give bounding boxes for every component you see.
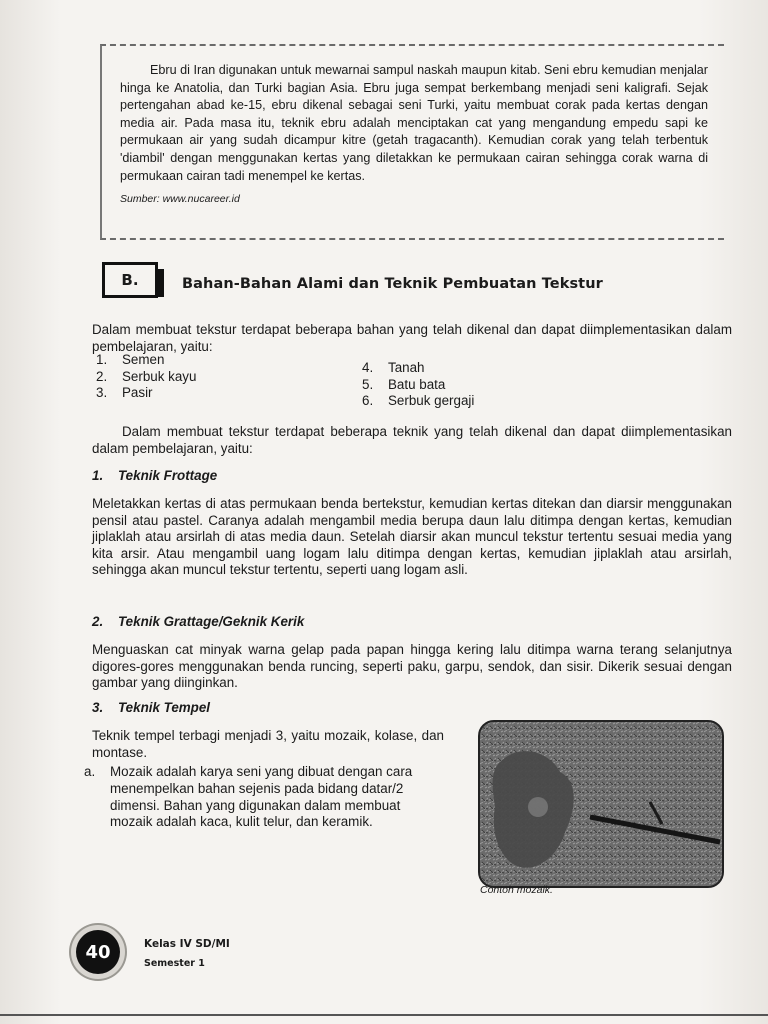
list-item: 2. Serbuk kayu xyxy=(96,368,197,384)
list-item: 1. Semen xyxy=(96,352,165,367)
intro-techniques: Dalam membuat tekstur terdapat beberapa teknik yang telah dikenal dan dapat diimplementasikan dalam pembelajaran, yaitu: xyxy=(92,424,732,456)
item-letter: a. xyxy=(84,764,96,779)
materials-list-right xyxy=(362,360,474,410)
quote-source: Sumber: www.nucareer.id xyxy=(120,193,240,206)
list-item: 4. Tanah xyxy=(362,360,425,375)
technique-1-title: 1. Teknik Frottage xyxy=(92,468,218,483)
materials-list-left xyxy=(96,352,196,402)
list-item: 6. Serbuk gergaji xyxy=(362,393,475,409)
technique-3-title: 3. Teknik Tempel xyxy=(92,700,211,715)
technique-1-text: Meletakkan kertas di atas permukaan benda bertekstur, kemudian kertas ditekan dan diarsir menggunakan pensil atau pastel. Caranya adalah mengambil media berupa daun lalu ditimpa dengan kertas, kemudian jiplaklah atau arsirlah di atas media daun. Setelah diarsir akan muncul tekstur tertentu sesuai media yang kita arsir. Atau mengambil uang logam lalu ditimpa dengan kertas, kemudian jiplaklah atau arsirlah, sehingga akan muncul tekstur tertentu, seperti uang logam asli. xyxy=(92,496,732,578)
bottom-divider xyxy=(0,1014,768,1016)
mozaik-list-item xyxy=(84,764,436,831)
footer-class-label: Kelas IV SD/MI xyxy=(144,938,230,950)
section-badge: B. xyxy=(102,262,158,298)
intro-materials: Dalam membuat tekstur terdapat beberapa bahan yang telah dikenal dan dapat diimplementasikan dalam pembelajaran, yaitu: xyxy=(92,322,732,354)
photo-caption: Contoh mozaik. xyxy=(480,884,553,896)
mozaik-photo xyxy=(478,720,724,888)
section-title: Bahan-Bahan Alami dan Teknik Pembuatan Tekstur xyxy=(182,276,603,292)
quote-text: Ebru di Iran digunakan untuk mewarnai sampul naskah maupun kitab. Seni ebru kemudian menjalar hinga ke Anatolia, dan Turki bagian Asia. Ebru juga sempat berkembang menjadi seni kaligrafi. Sejak pertengahan abad ke-15, ebru dikenal sebagai seni Turki, yaitu membuat corak pada kertas dengan media air. Pada masa itu, teknik ebru adalah menciptakan cat yang mengandung empedu sapi ke permukaan air yang sudah dicampur kitre (getah tragacanth). Kemudian corak yang telah terbentuk 'diambil' dengan menggunakan kertas yang diletakkan ke permukaan cairan sehingga corak warna di permukaan cairan tadi menempel ke kertas. xyxy=(120,63,708,183)
list-item: 3. Pasir xyxy=(96,385,153,401)
quote-box xyxy=(100,44,724,240)
section-header xyxy=(102,262,662,302)
list-item: 5. Batu bata xyxy=(362,376,446,392)
footer-semester-label: Semester 1 xyxy=(144,958,205,969)
page-number: 40 xyxy=(76,930,120,974)
mozaik-text: Mozaik adalah karya seni yang dibuat dengan cara menempelkan bahan sejenis pada bidang datar/2 dimensi. Bahan yang digunakan dalam membuat mozaik adalah kaca, kulit telur, dan keramik. xyxy=(110,764,413,830)
technique-2-title: 2. Teknik Grattage/Geknik Kerik xyxy=(92,614,305,629)
technique-2-text: Menguaskan cat minyak warna gelap pada papan hingga kering lalu ditimpa warna terang selanjutnya digores-gores menggunakan benda runcing, seperti paku, garpu, sendok, dan sisir. Dikerik sesuai dengan gambar yang diinginkan. xyxy=(92,642,732,691)
technique-3-text: Teknik tempel terbagi menjadi 3, yaitu mozaik, kolase, dan montase. xyxy=(92,728,444,760)
